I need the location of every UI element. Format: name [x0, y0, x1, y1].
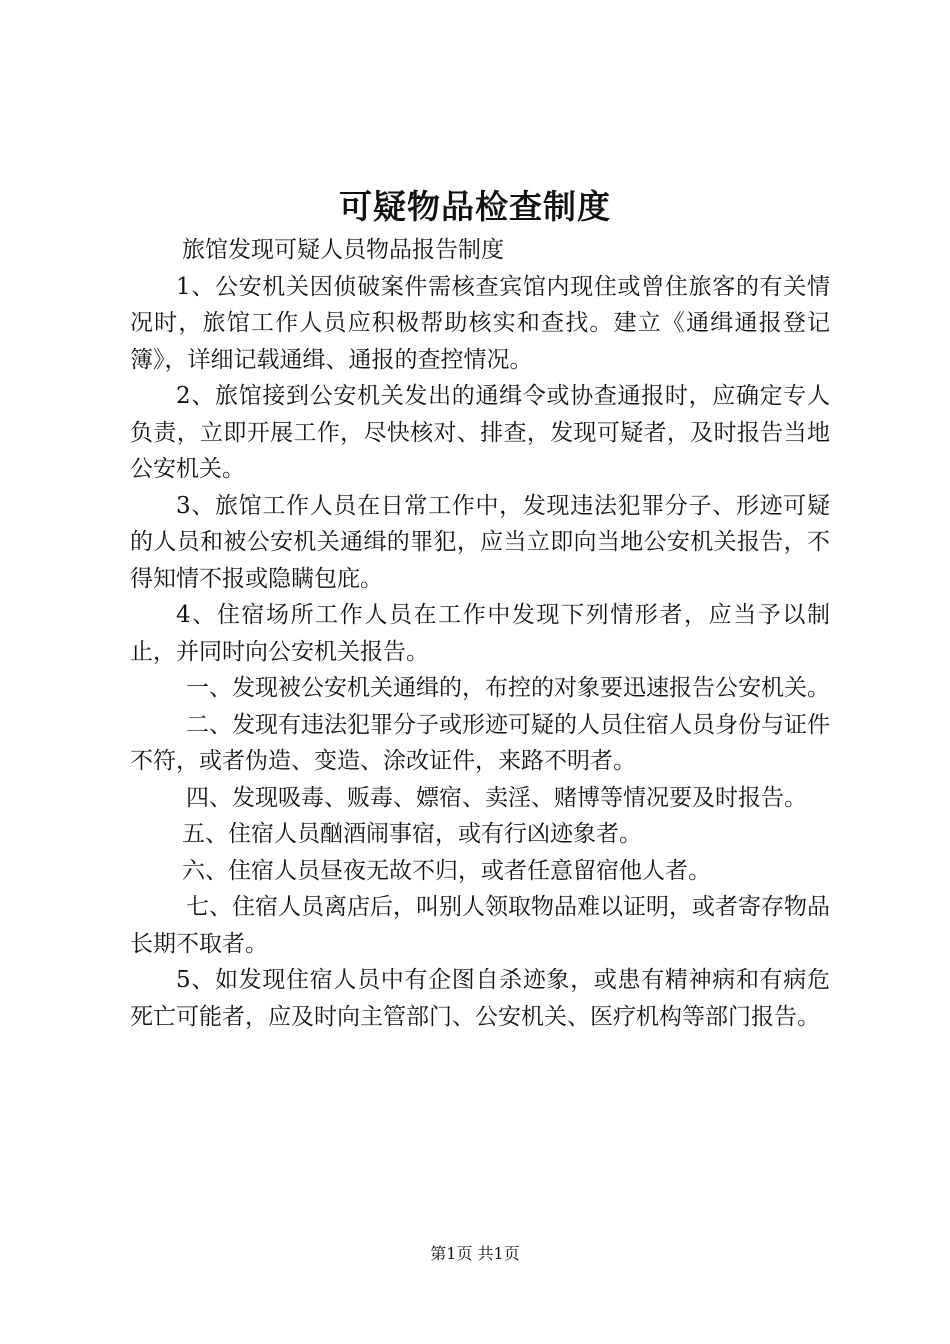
paragraph-item-5: 5、如发现住宿人员中有企图自杀迹象，或患有精神病和有病危死亡可能者，应及时向主管部门、公安机关、医疗机构等部门报告。 — [130, 967, 830, 1030]
sub-item-7: 七、住宿人员离店后，叫别人领取物品难以证明，或者寄存物品长期不取者。 — [130, 894, 830, 957]
paragraph-item-2: 2、旅馆接到公安机关发出的通缉令或协查通报时，应确定专人负责，立即开展工作，尽快核对、排查，发现可疑者，及时报告当地公安机关。 — [130, 383, 830, 482]
paragraph-item-3: 3、旅馆工作人员在日常工作中，发现违法犯罪分子、形迹可疑的人员和被公安机关通缉的罪犯，应当立即向当地公安机关报告，不得知情不报或隐瞒包庇。 — [130, 492, 830, 592]
sub-item-4: 四、发现吸毒、贩毒、嫖宿、卖淫、赌博等情况要及时报告。 — [186, 784, 807, 811]
sub-item-2: 二、发现有违法犯罪分子或形迹可疑的人员住宿人员身份与证件不符，或者伪造、变造、涂改证件，来路不明者。 — [130, 711, 830, 774]
section-heading: 旅馆发现可疑人员物品报告制度 — [182, 237, 504, 263]
document-title: 可疑物品检查制度 — [339, 187, 611, 226]
document-body — [130, 232, 830, 1035]
sub-item-5: 五、住宿人员酗酒闹事宿，或有行凶迹象者。 — [182, 821, 642, 847]
paragraph-item-1: 1、公安机关因侦破案件需核查宾馆内现住或曾住旅客的有关情况时，旅馆工作人员应积极帮助核实和查找。建立《通缉通报登记簿》，详细记载通缉、通报的查控情况。 — [130, 273, 830, 373]
page-footer: 第1页 共1页 — [430, 1244, 520, 1263]
sub-item-6: 六、住宿人员昼夜无故不归，或者任意留宿他人者。 — [182, 857, 711, 884]
paragraph-item-4: 4、住宿场所工作人员在工作中发现下列情形者，应当予以制止，并同时向公安机关报告。 — [130, 602, 830, 665]
sub-item-1: 一、发现被公安机关通缉的，布控的对象要迅速报告公安机关。 — [186, 675, 830, 701]
